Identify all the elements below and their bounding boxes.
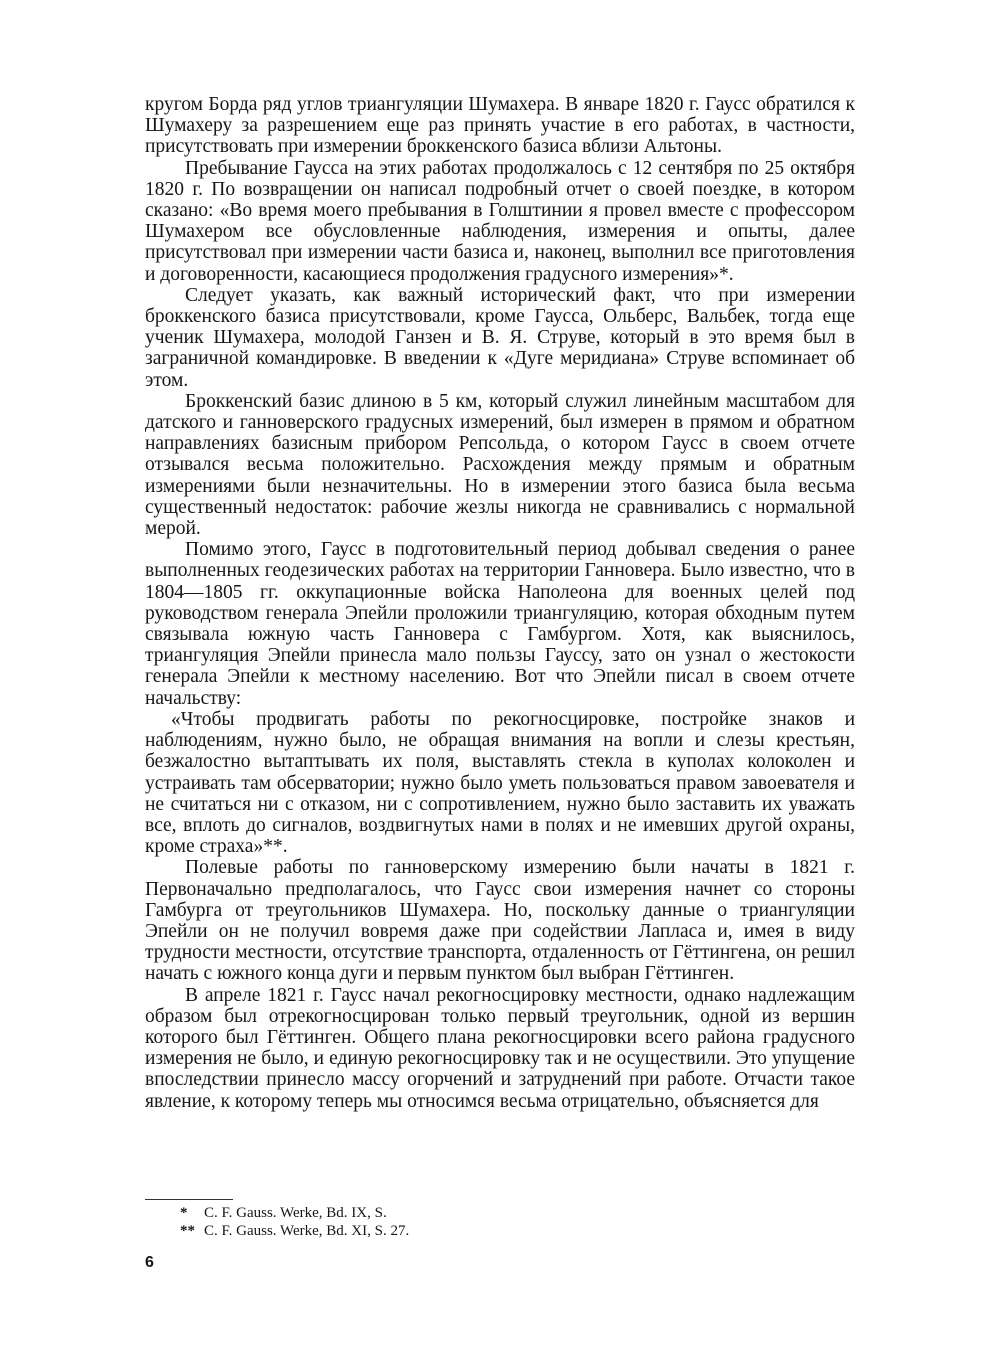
paragraph-3: Следует указать, как важный исторический факт, что при измерении броккенского базиса присутствовали, кроме Гаусса, Ольберс, Вальбек, тогда еще ученик Шумахера, молодой Ганзен и В. Я. Струве, который в это время был в заграничной командировке. В введении к «Дуге меридиана» Струве вспоминает об этом. xyxy=(145,284,855,391)
paragraph-2: Пребывание Гаусса на этих работах продолжалось с 12 сентября по 25 октября 1820 г. По возвращении он написал подробный отчет о своей поездке, в котором сказано: «Во время моего пребывания в Голштинии я провел вместе с профессором Шумахером все обусловленные наблюдения, измерения и опыты, далее присутствовал при измерении части базиса и, наконец, выполнил все приготовления и договоренности, касающиеся продолжения градусного измерения»*. xyxy=(145,157,855,285)
footnotes xyxy=(180,1205,780,1240)
paragraph-1: кругом Борда ряд углов триангуляции Шумахера. В январе 1820 г. Гаусс обратился к Шумахеру за разрешением еще раз принять участие в его работах, в частности, присутствовать при измерении броккенского базиса вблизи Альтоны. xyxy=(145,94,855,158)
footnote-2 xyxy=(180,1223,780,1241)
footnote-text: C. F. Gauss. Werke, Bd. XI, S. 27. xyxy=(204,1222,410,1239)
footnote-mark: * xyxy=(180,1205,188,1221)
paragraph-8: В апреле 1821 г. Гаусс начал рекогносцировку местности, однако надлежащим образом был отрекогносцирован только первый треугольник, одной из вершин которого был Гёттинген. Общего плана рекогносцировки всего района градусного измерения не было, и единую рекогносцировку так и не осуществили. Это упущение впоследствии принесло массу огорчений и затруднений при работе. Отчасти такое явление, к которому теперь мы относимся весьма отрицательно, объясняется для xyxy=(145,984,855,1112)
footnote-mark: ** xyxy=(180,1222,195,1239)
page-number: 6 xyxy=(145,1254,154,1271)
page-body xyxy=(145,94,855,1112)
quote-paragraph: «Чтобы продвигать работы по рекогносцировке, постройке знаков и наблюдениям, нужно было, не обращая внимания на вопли и слезы крестьян, безжалостно вытаптывать их поля, выставлять стекла в куполах колоколен и устраивать там обсерватории; нужно было уметь пользоваться правом завоевателя и не считаться ни с отказом, ни с сопротивлением, нужно было заставить их уважать все, вплоть до сигналов, воздвигнутых нами в полях и не имевших другой охраны, кроме страха»**. xyxy=(145,708,855,858)
footnote-1 xyxy=(180,1205,780,1223)
paragraph-5: Помимо этого, Гаусс в подготовительный период добывал сведения о ранее выполненных геодезических работах на территории Ганновера. Было известно, что в 1804—1805 гг. оккупационные войска Наполеона для военных целей под руководством генерала Эпейли проложили триангуляцию, которая обходным путем связывала южную часть Ганновера с Гамбургом. Хотя, как выяснилось, триангуляция Эпейли принесла мало пользы Гауссу, зато он узнал о жестокости генерала Эпейли к местному населению. Вот что Эпейли писал в своем отчете начальству: xyxy=(145,539,855,709)
footnote-text: C. F. Gauss. Werke, Bd. IX, S. xyxy=(204,1205,387,1221)
paragraph-7: Полевые работы по ганноверскому измерению были начаты в 1821 г. Первоначально предполагалось, что Гаусс свои измерения начнет со стороны Гамбурга от треугольников Шумахера. Но, поскольку данные о триангуляции Эпейли он не получил вовремя даже при содействии Лапласа и, имея в виду трудности местности, отсутствие транспорта, отдаленность от Гёттингена, он решил начать с южного конца дуги и первым пунктом был выбран Гёттинген. xyxy=(145,857,855,985)
paragraph-4: Броккенский базис длиною в 5 км, который служил линейным масштабом для датского и ганноверского градусных измерений, был измерен в прямом и обратном направлениях базисным прибором Репсольда, о котором Гаусс в своем отчете отзывался весьма положительно. Расхождения между прямым и обратным измерениями были незначительны. Но в измерении этого базиса была весьма существенный недостаток: рабочие жезлы никогда не сравнивались с нормальной мерой. xyxy=(145,390,855,540)
footnote-divider xyxy=(145,1199,233,1200)
